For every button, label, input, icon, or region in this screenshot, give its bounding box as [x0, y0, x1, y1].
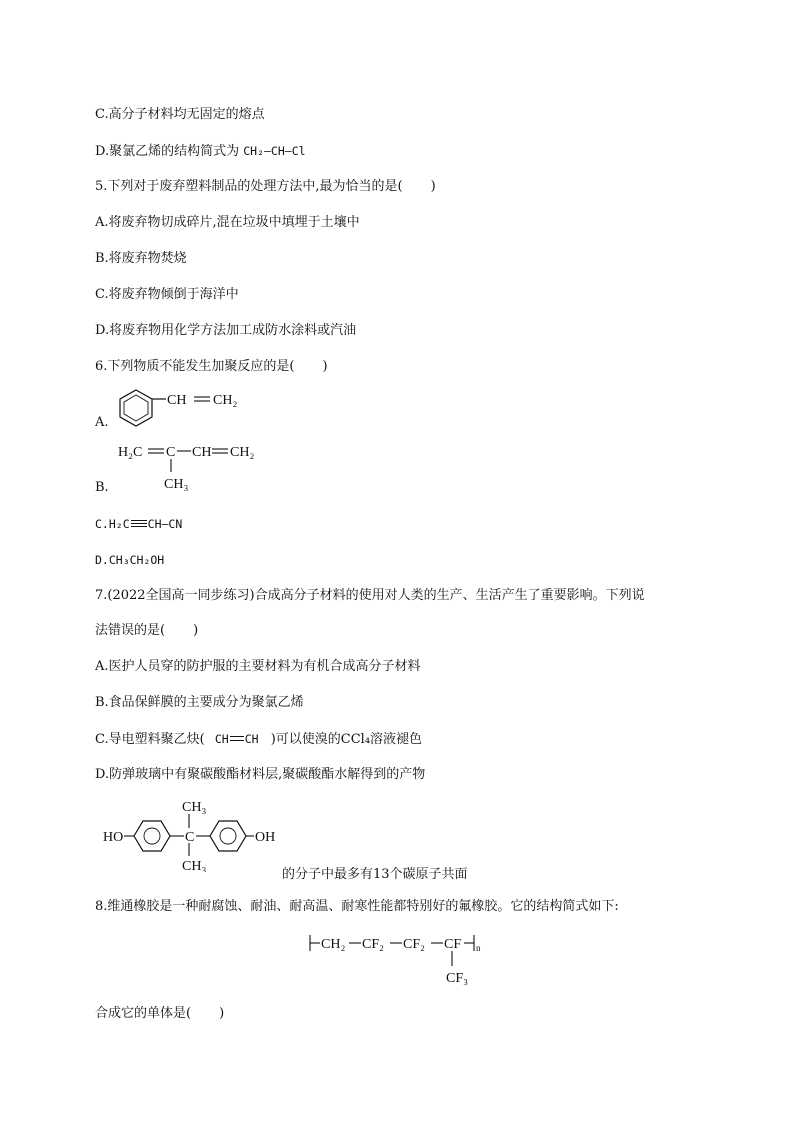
q6-option-c [95, 515, 182, 534]
q6-c-label: C. [95, 517, 109, 531]
q7-c-double-bond [229, 736, 245, 744]
q7-option-d-tail: 的分子中最多有13个碳原子共面 [282, 867, 468, 882]
q6-a-ch2: CH₂ [213, 393, 238, 408]
q8-ask-close: ) [219, 1006, 225, 1021]
q6-stem-text: 6.下列物质不能发生加聚反应的是( [95, 359, 295, 374]
q6-option-b-structure [114, 438, 274, 494]
q4-option-d-text: D.聚氯乙烯的结构简式为 [95, 144, 240, 159]
q6-option-b-label: B. [95, 480, 109, 495]
q5-option-c: C.将废弃物倾倒于海洋中 [95, 287, 239, 302]
q7-option-d-structure [100, 794, 285, 872]
q6-b-ch: CH [192, 445, 212, 460]
q6-option-d: D.CH₃CH₂OH [95, 553, 165, 567]
q4-option-c: C.高分子材料均无固定的熔点 [95, 107, 265, 122]
q6-option-a-label: A. [95, 415, 109, 430]
q4-option-d-formula: CH₂—CH—Cl [243, 144, 306, 158]
q7-struct-ch3-bottom: CH₃ [182, 859, 207, 872]
q7-stem-close: ) [193, 623, 199, 638]
q7-struct-ch3-top: CH₃ [182, 800, 207, 815]
q5-option-d: D.将废弃物用化学方法加工成防水涂料或汽油 [95, 323, 357, 338]
q7-struct-ho: HO [103, 830, 124, 845]
q6-c-triple-bond [130, 520, 148, 530]
q6-a-ch: CH [167, 393, 187, 408]
q7-c-pre: C.导电塑料聚乙炔( [95, 732, 205, 747]
q7-c-post: )可以使溴的CCl₄溶液褪色 [270, 732, 423, 747]
q6-b-ch2: CH₂ [230, 445, 255, 460]
q6-b-c: C [166, 445, 176, 460]
q4-option-d [95, 142, 306, 161]
q7-c-ch1: CH [214, 732, 229, 746]
q8-f-cf2b: CF₂ [403, 937, 426, 952]
q6-c-rest: CH—CN [147, 517, 183, 531]
q6-stem [95, 358, 328, 376]
q7-option-a: A.医护人员穿的防护服的主要材料为有机合成高分子材料 [95, 659, 421, 674]
q8-f-ch2: CH₂ [321, 937, 346, 952]
q6-b-h2c: H₂C [118, 445, 143, 460]
q7-option-c [95, 730, 422, 749]
q8-f-cf2a: CF₂ [362, 937, 385, 952]
q6-b-ch3: CH₃ [164, 477, 189, 492]
q6-option-a-structure [110, 384, 260, 432]
q8-ask-text: 合成它的单体是( [95, 1006, 192, 1021]
q7-stem-text: 法错误的是( [95, 623, 166, 638]
q8-f-cf3: CF₃ [446, 971, 469, 986]
q7-stem-line1: 7.(2022全国高一同步练习)合成高分子材料的使用对人类的生产、生活产生了重要影响。下列说 [95, 588, 645, 603]
q7-struct-oh: OH [255, 830, 276, 845]
q5-option-b: B.将废弃物焚烧 [95, 251, 187, 266]
q5-option-a: A.将废弃物切成碎片,混在垃圾中填埋于土壤中 [95, 215, 360, 230]
q7-option-d: D.防弹玻璃中有聚碳酸酯材料层,聚碳酸酯水解得到的产物 [95, 767, 426, 782]
q8-polymer-structure [306, 930, 506, 990]
q8-ask [95, 1005, 224, 1023]
q7-c-ch2: CH [244, 732, 259, 746]
q5-stem-text: 5.下列对于废弃塑料制品的处理方法中,最为恰当的是( [95, 179, 403, 194]
q6-c-h2c: H₂C [108, 517, 130, 531]
q8-f-n: n [476, 943, 481, 953]
q7-struct-c: C [185, 830, 195, 845]
q7-option-b: B.食品保鲜膜的主要成分为聚氯乙烯 [95, 695, 304, 710]
q8-f-cf: CF [444, 937, 462, 952]
q7-stem-line2 [95, 622, 198, 640]
q6-stem-close: ) [322, 359, 328, 374]
q8-stem: 8.维通橡胶是一种耐腐蚀、耐油、耐高温、耐寒性能都特别好的氟橡胶。它的结构简式如下: [95, 899, 619, 914]
q5-stem-close: ) [430, 179, 436, 194]
q5-stem [95, 178, 436, 196]
